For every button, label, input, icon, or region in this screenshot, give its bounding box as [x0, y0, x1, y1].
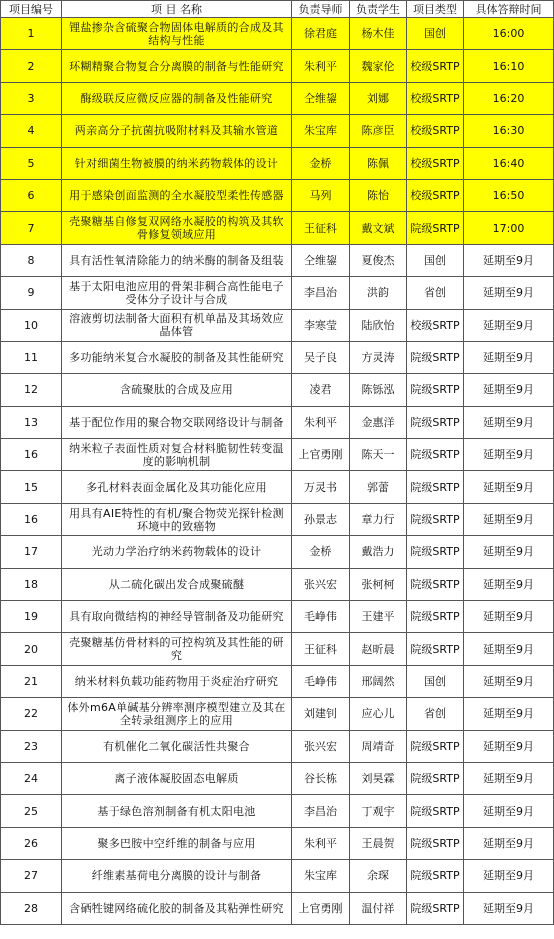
project-type-cell: 校级SRTP [407, 309, 464, 341]
mentor-cell: 李昌治 [292, 277, 350, 309]
table-row [1, 698, 554, 730]
mentor-cell: 吴子良 [292, 341, 350, 373]
defense-time-cell: 延期至9月 [464, 860, 554, 892]
project-name-cell: 用具有AIE特性的有机/聚合物荧光探针检测环境中的致癌物 [62, 503, 292, 535]
defense-time-cell: 延期至9月 [464, 568, 554, 600]
project-type-cell: 院级SRTP [407, 633, 464, 665]
table-row [1, 18, 554, 50]
mentor-cell: 上官勇刚 [292, 439, 350, 471]
defense-time-cell: 16:40 [464, 147, 554, 179]
mentor-cell: 万灵书 [292, 471, 350, 503]
defense-time-cell: 延期至9月 [464, 536, 554, 568]
project-type-cell: 校级SRTP [407, 115, 464, 147]
table-row [1, 147, 554, 179]
project-number-cell: 22 [1, 698, 62, 730]
project-name-cell: 酶级联反应微反应器的制备及性能研究 [62, 82, 292, 114]
project-number-cell: 16 [1, 439, 62, 471]
header-row [1, 1, 554, 18]
table-row [1, 503, 554, 535]
defense-time-cell: 延期至9月 [464, 892, 554, 924]
project-type-cell: 国创 [407, 665, 464, 697]
table-row [1, 244, 554, 276]
project-number-cell: 12 [1, 374, 62, 406]
student-cell: 刘娜 [350, 82, 407, 114]
project-number-cell: 17 [1, 536, 62, 568]
project-type-cell: 院级SRTP [407, 341, 464, 373]
header-mentor: 负责导师 [292, 1, 350, 18]
defense-time-cell: 16:30 [464, 115, 554, 147]
student-cell: 余琛 [350, 860, 407, 892]
project-number-cell: 8 [1, 244, 62, 276]
mentor-cell: 王征科 [292, 633, 350, 665]
student-cell: 王晨贺 [350, 827, 407, 859]
mentor-cell: 毛峥伟 [292, 601, 350, 633]
defense-time-cell: 16:20 [464, 82, 554, 114]
project-number-cell: 21 [1, 665, 62, 697]
project-type-cell: 省创 [407, 698, 464, 730]
student-cell: 赵昕晨 [350, 633, 407, 665]
mentor-cell: 张兴宏 [292, 568, 350, 600]
defense-time-cell: 16:50 [464, 179, 554, 211]
project-number-cell: 26 [1, 827, 62, 859]
project-name-cell: 纤维素基荷电分离膜的设计与制备 [62, 860, 292, 892]
project-name-cell: 针对细菌生物被膜的纳米药物载体的设计 [62, 147, 292, 179]
defense-time-cell: 延期至9月 [464, 601, 554, 633]
project-type-cell: 院级SRTP [407, 212, 464, 244]
project-type-cell: 院级SRTP [407, 568, 464, 600]
student-cell: 戴浩力 [350, 536, 407, 568]
mentor-cell: 凌君 [292, 374, 350, 406]
project-name-cell: 有机催化二氧化碳活性共聚合 [62, 730, 292, 762]
student-cell: 陈彦臣 [350, 115, 407, 147]
project-name-cell: 两亲高分子抗菌抗吸附材料及其输水管道 [62, 115, 292, 147]
project-number-cell: 6 [1, 179, 62, 211]
student-cell: 邢阔然 [350, 665, 407, 697]
defense-time-cell: 延期至9月 [464, 277, 554, 309]
mentor-cell: 朱利平 [292, 50, 350, 82]
project-name-cell: 多功能纳米复合水凝胶的制备及其性能研究 [62, 341, 292, 373]
table-row [1, 179, 554, 211]
project-type-cell: 院级SRTP [407, 601, 464, 633]
student-cell: 张柯柯 [350, 568, 407, 600]
table-row [1, 82, 554, 114]
defense-time-cell: 延期至9月 [464, 406, 554, 438]
mentor-cell: 李寒莹 [292, 309, 350, 341]
project-number-cell: 27 [1, 860, 62, 892]
table-row [1, 536, 554, 568]
project-name-cell: 光动力学治疗纳米药物载体的设计 [62, 536, 292, 568]
mentor-cell: 谷长栋 [292, 762, 350, 794]
defense-time-cell: 延期至9月 [464, 730, 554, 762]
project-number-cell: 1 [1, 18, 62, 50]
header-project-name: 项 目 名称 [62, 1, 292, 18]
project-number-cell: 3 [1, 82, 62, 114]
mentor-cell: 朱利平 [292, 406, 350, 438]
table-row [1, 277, 554, 309]
project-type-cell: 院级SRTP [407, 406, 464, 438]
student-cell: 刘昊霖 [350, 762, 407, 794]
student-cell: 陈佩 [350, 147, 407, 179]
table-row [1, 892, 554, 924]
defense-time-cell: 延期至9月 [464, 374, 554, 406]
mentor-cell: 金桥 [292, 147, 350, 179]
table-row [1, 860, 554, 892]
mentor-cell: 朱宝库 [292, 860, 350, 892]
mentor-cell: 毛峥伟 [292, 665, 350, 697]
header-defense-time: 具体答辩时间 [464, 1, 554, 18]
project-type-cell: 院级SRTP [407, 471, 464, 503]
defense-time-cell: 延期至9月 [464, 244, 554, 276]
project-type-cell: 国创 [407, 18, 464, 50]
project-name-cell: 纳米材料负载功能药物用于炎症治疗研究 [62, 665, 292, 697]
defense-time-cell: 延期至9月 [464, 439, 554, 471]
table-body [1, 18, 554, 925]
table-row [1, 50, 554, 82]
table-row [1, 341, 554, 373]
project-name-cell: 纳米粒子表面性质对复合材料脆韧性转变温度的影响机制 [62, 439, 292, 471]
project-number-cell: 7 [1, 212, 62, 244]
student-cell: 郭蕾 [350, 471, 407, 503]
project-type-cell: 院级SRTP [407, 860, 464, 892]
mentor-cell: 仝维鋆 [292, 244, 350, 276]
header-project-number: 项目编号 [1, 1, 62, 18]
student-cell: 陈铄泓 [350, 374, 407, 406]
mentor-cell: 张兴宏 [292, 730, 350, 762]
defense-time-cell: 延期至9月 [464, 698, 554, 730]
project-number-cell: 19 [1, 601, 62, 633]
student-cell: 方灵涛 [350, 341, 407, 373]
mentor-cell: 马列 [292, 179, 350, 211]
student-cell: 陈怡 [350, 179, 407, 211]
mentor-cell: 徐君庭 [292, 18, 350, 50]
project-type-cell: 校级SRTP [407, 147, 464, 179]
project-name-cell: 离子液体凝胶固态电解质 [62, 762, 292, 794]
defense-time-cell: 延期至9月 [464, 503, 554, 535]
student-cell: 陆欣怡 [350, 309, 407, 341]
mentor-cell: 李昌治 [292, 795, 350, 827]
table-row [1, 762, 554, 794]
defense-time-cell: 延期至9月 [464, 341, 554, 373]
project-name-cell: 体外m6A单碱基分辨率测序模型建立及其在全转录组测序上的应用 [62, 698, 292, 730]
project-name-cell: 锂盐掺杂含硫聚合物固体电解质的合成及其结构与性能 [62, 18, 292, 50]
defense-time-cell: 延期至9月 [464, 633, 554, 665]
project-name-cell: 基于太阳电池应用的骨架非稠合高性能电子受体分子设计与合成 [62, 277, 292, 309]
defense-time-cell: 17:00 [464, 212, 554, 244]
defense-time-cell: 16:10 [464, 50, 554, 82]
student-cell: 丁观宇 [350, 795, 407, 827]
project-type-cell: 院级SRTP [407, 439, 464, 471]
table-row [1, 212, 554, 244]
project-name-cell: 壳聚糖基自修复双网络水凝胶的构筑及其软骨修复领域应用 [62, 212, 292, 244]
student-cell: 周靖奇 [350, 730, 407, 762]
student-cell: 应心儿 [350, 698, 407, 730]
project-name-cell: 环糊精聚合物复合分离膜的制备与性能研究 [62, 50, 292, 82]
project-number-cell: 10 [1, 309, 62, 341]
table-row [1, 406, 554, 438]
table-row [1, 115, 554, 147]
project-number-cell: 16 [1, 503, 62, 535]
project-type-cell: 院级SRTP [407, 730, 464, 762]
mentor-cell: 仝维鋆 [292, 82, 350, 114]
table-row [1, 827, 554, 859]
project-name-cell: 聚多巴胺中空纤维的制备与应用 [62, 827, 292, 859]
project-name-cell: 多孔材料表面金属化及其功能化应用 [62, 471, 292, 503]
mentor-cell: 王征科 [292, 212, 350, 244]
defense-time-cell: 延期至9月 [464, 827, 554, 859]
table-row [1, 665, 554, 697]
project-type-cell: 校级SRTP [407, 50, 464, 82]
project-number-cell: 2 [1, 50, 62, 82]
mentor-cell: 朱宝库 [292, 115, 350, 147]
project-number-cell: 15 [1, 471, 62, 503]
project-number-cell: 25 [1, 795, 62, 827]
project-number-cell: 5 [1, 147, 62, 179]
project-name-cell: 具有活性氧清除能力的纳米酶的制备及组装 [62, 244, 292, 276]
project-type-cell: 国创 [407, 244, 464, 276]
project-number-cell: 4 [1, 115, 62, 147]
defense-time-cell: 16:00 [464, 18, 554, 50]
project-number-cell: 13 [1, 406, 62, 438]
student-cell: 戴文斌 [350, 212, 407, 244]
defense-time-cell: 延期至9月 [464, 471, 554, 503]
project-name-cell: 具有取向微结构的神经导管制备及功能研究 [62, 601, 292, 633]
table-row [1, 601, 554, 633]
project-type-cell: 省创 [407, 277, 464, 309]
defense-time-cell: 延期至9月 [464, 665, 554, 697]
project-name-cell: 溶液剪切法制备大面积有机单晶及其场效应晶体管 [62, 309, 292, 341]
project-number-cell: 24 [1, 762, 62, 794]
project-number-cell: 18 [1, 568, 62, 600]
table-row [1, 633, 554, 665]
project-type-cell: 院级SRTP [407, 536, 464, 568]
project-number-cell: 20 [1, 633, 62, 665]
project-type-cell: 院级SRTP [407, 503, 464, 535]
table-row [1, 471, 554, 503]
project-number-cell: 11 [1, 341, 62, 373]
project-name-cell: 基于配位作用的聚合物交联网络设计与制备 [62, 406, 292, 438]
student-cell: 陈天一 [350, 439, 407, 471]
project-name-cell: 含硒牲键网络硫化胶的制备及其粘弹性研究 [62, 892, 292, 924]
project-number-cell: 9 [1, 277, 62, 309]
table-row [1, 795, 554, 827]
project-number-cell: 23 [1, 730, 62, 762]
project-type-cell: 院级SRTP [407, 762, 464, 794]
project-name-cell: 壳聚糖基仿骨材料的可控构筑及其性能的研究 [62, 633, 292, 665]
project-name-cell: 从二硫化碳出发合成聚硫醚 [62, 568, 292, 600]
project-type-cell: 院级SRTP [407, 795, 464, 827]
project-type-cell: 校级SRTP [407, 179, 464, 211]
defense-time-cell: 延期至9月 [464, 762, 554, 794]
table-row [1, 439, 554, 471]
table-row [1, 568, 554, 600]
table-row [1, 730, 554, 762]
header-student: 负责学生 [350, 1, 407, 18]
project-name-cell: 用于感染创面监测的全水凝胶型柔性传感器 [62, 179, 292, 211]
table-row [1, 374, 554, 406]
mentor-cell: 刘建钊 [292, 698, 350, 730]
mentor-cell: 孙景志 [292, 503, 350, 535]
header-project-type: 项目类型 [407, 1, 464, 18]
student-cell: 温付祥 [350, 892, 407, 924]
student-cell: 洪韵 [350, 277, 407, 309]
project-type-cell: 院级SRTP [407, 374, 464, 406]
student-cell: 王建平 [350, 601, 407, 633]
project-number-cell: 28 [1, 892, 62, 924]
student-cell: 魏家伦 [350, 50, 407, 82]
project-type-cell: 校级SRTP [407, 82, 464, 114]
project-name-cell: 基于绿色溶剂制备有机太阳电池 [62, 795, 292, 827]
student-cell: 章力行 [350, 503, 407, 535]
defense-time-cell: 延期至9月 [464, 309, 554, 341]
project-name-cell: 含硫聚肽的合成及应用 [62, 374, 292, 406]
student-cell: 金惠洋 [350, 406, 407, 438]
mentor-cell: 金桥 [292, 536, 350, 568]
mentor-cell: 朱利平 [292, 827, 350, 859]
project-type-cell: 院级SRTP [407, 827, 464, 859]
student-cell: 杨木佳 [350, 18, 407, 50]
table-row [1, 309, 554, 341]
student-cell: 夏俊杰 [350, 244, 407, 276]
project-type-cell: 院级SRTP [407, 892, 464, 924]
defense-time-cell: 延期至9月 [464, 795, 554, 827]
mentor-cell: 上官勇刚 [292, 892, 350, 924]
